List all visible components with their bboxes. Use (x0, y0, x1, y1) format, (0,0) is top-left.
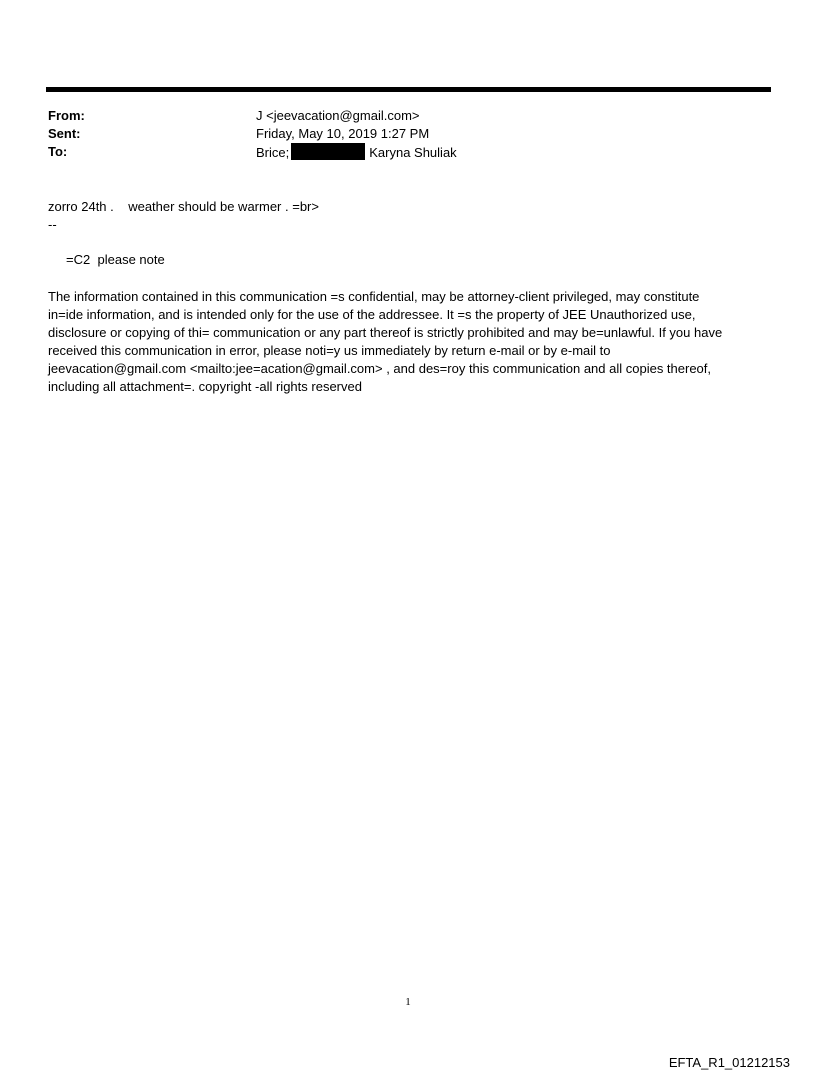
bates-number: EFTA_R1_01212153 (668, 1055, 790, 1070)
to-label: To: (48, 144, 68, 159)
disclaimer-line: jeevacation@gmail.com <mailto:jee=acation@gmail.com> , and des=roy this communication and all copies thereof, (48, 361, 712, 376)
disclaimer-line: received this communication in error, please noti=y us immediately by return e-mail or by e-mail to (48, 343, 611, 358)
redaction-box (291, 143, 365, 160)
disclaimer-line: The information contained in this communication =s confidential, may be attorney-client privileged, may constitute (48, 289, 700, 304)
to-recipient-2: Karyna Shuliak (369, 145, 457, 160)
disclaimer-line: in=ide information, and is intended only for the use of the addressee. It =s the property of JEE Unauthorized use, (48, 307, 696, 322)
disclaimer-line: disclosure or copying of thi= communication or any part thereof is strictly prohibited and may be=unlawful. If you have (48, 325, 723, 340)
confidentiality-disclaimer (48, 288, 763, 396)
sent-value: Friday, May 10, 2019 1:27 PM (256, 126, 430, 141)
signature-separator: -- (48, 217, 57, 232)
page-number: 1 (405, 996, 411, 1008)
to-value (256, 143, 457, 162)
sent-label: Sent: (48, 126, 81, 141)
from-label: From: (48, 108, 85, 123)
to-recipient-1: Brice; (256, 145, 290, 160)
body-line-3: =C2 please note (48, 252, 165, 267)
header-rule (46, 87, 771, 92)
disclaimer-line: including all attachment=. copyright -all rights reserved (48, 379, 362, 394)
from-value: J <jeevacation@gmail.com> (256, 108, 420, 123)
body-line-1: zorro 24th . weather should be warmer . =br> (48, 199, 319, 214)
